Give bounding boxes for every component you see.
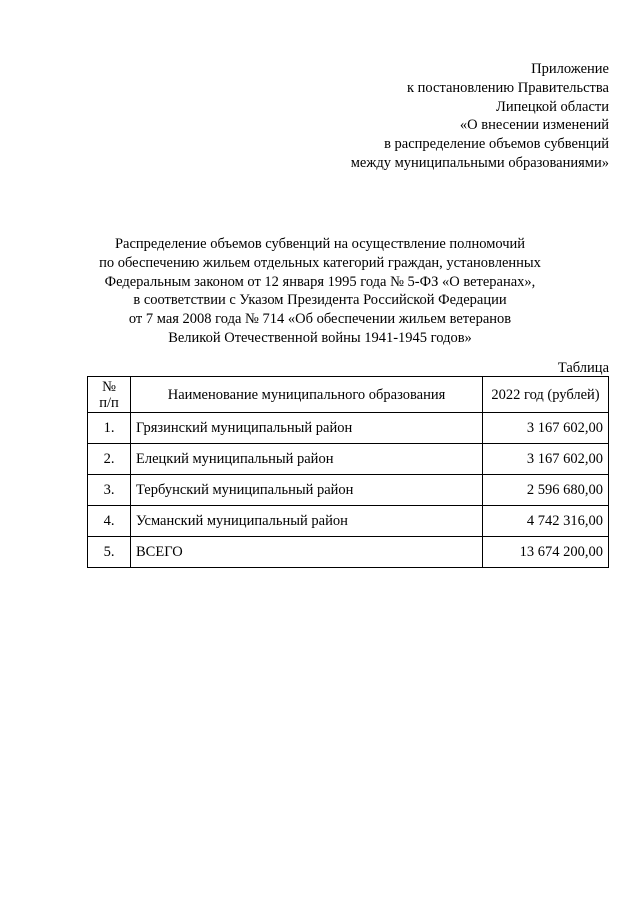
row-amount: 4 742 316,00 <box>483 506 609 537</box>
row-num: 3. <box>88 475 131 506</box>
header-num-line1: № <box>102 378 116 395</box>
header-amount: 2022 год (рублей) <box>483 377 609 413</box>
table-row <box>88 444 609 475</box>
row-name: Усманский муниципальный район <box>131 506 483 537</box>
row-num: 1. <box>88 413 131 444</box>
header-num-line2: п/п <box>99 394 119 411</box>
row-name: ВСЕГО <box>131 537 483 568</box>
row-num: 4. <box>88 506 131 537</box>
table-row <box>88 506 609 537</box>
appendix-line: «О внесении изменений <box>459 117 609 134</box>
appendix-line: Липецкой области <box>496 98 609 115</box>
row-name: Тербунский муниципальный район <box>131 475 483 506</box>
title-line: Великой Отечественной войны 1941-1945 годов» <box>168 329 472 346</box>
row-num: 5. <box>88 537 131 568</box>
appendix-header <box>351 60 609 173</box>
header-num <box>88 377 131 413</box>
appendix-line: между муниципальными образованиями» <box>350 154 609 171</box>
row-amount: 3 167 602,00 <box>483 444 609 475</box>
appendix-line: Приложение <box>531 61 609 77</box>
title-line: Распределение объемов субвенций на осуществление полномочий <box>114 236 526 252</box>
table-row <box>88 413 609 444</box>
table-label: Таблица <box>557 360 609 376</box>
row-name: Елецкий муниципальный район <box>131 444 483 475</box>
row-amount: 13 674 200,00 <box>483 537 609 568</box>
appendix-line: в распределение объемов субвенций <box>384 136 609 153</box>
title-line: по обеспечению жильем отдельных категорий граждан, установленных <box>99 254 541 271</box>
table-row <box>88 475 609 506</box>
title-line: Федеральным законом от 12 января 1995 года № 5-ФЗ «О ветеранах», <box>104 273 536 290</box>
table-header-row <box>88 377 609 413</box>
document-title <box>60 235 580 348</box>
title-line: от 7 мая 2008 года № 714 «Об обеспечении жильем ветеранов <box>128 311 512 328</box>
header-name: Наименование муниципального образования <box>131 377 483 413</box>
row-num: 2. <box>88 444 131 475</box>
row-name: Грязинский муниципальный район <box>131 413 483 444</box>
row-amount: 2 596 680,00 <box>483 475 609 506</box>
row-amount: 3 167 602,00 <box>483 413 609 444</box>
appendix-line: к постановлению Правительства <box>407 79 609 96</box>
table-row-total <box>88 537 609 568</box>
title-line: в соответствии с Указом Президента Российской Федерации <box>133 292 507 309</box>
distribution-table <box>87 376 609 568</box>
